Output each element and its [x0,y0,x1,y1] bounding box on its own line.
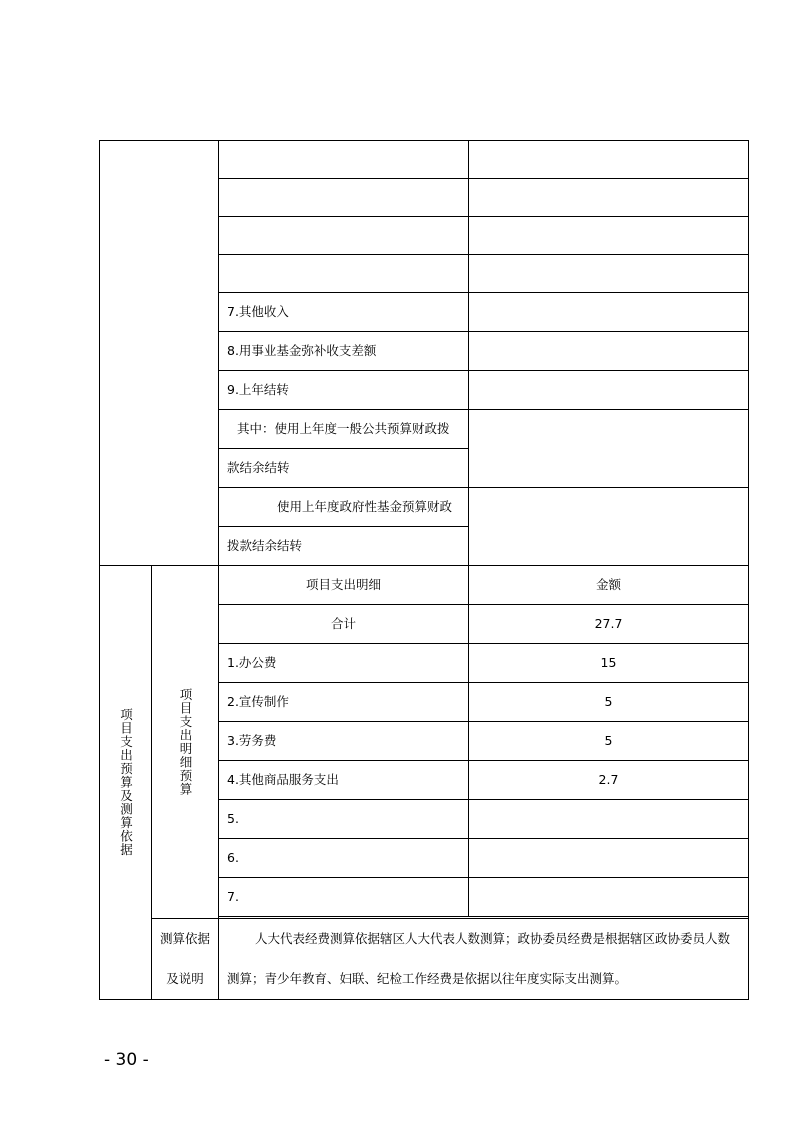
expense-item-value [469,878,749,917]
income-item-label: 9.上年结转 [219,371,469,410]
income-item-label: 7.其他收入 [219,293,469,332]
expense-item-label: 7. [219,878,469,917]
expense-item-value: 5 [469,722,749,761]
table-row [100,141,749,179]
expense-total-value: 27.7 [469,605,749,644]
expense-inner-label: 项目支出明细预算 [178,688,193,796]
expense-item-label: 5. [219,800,469,839]
expense-item-label: 2.宣传制作 [219,683,469,722]
expense-outer-label-cell [100,566,152,1000]
income-sub1-line2: 款结余结转 [219,449,469,488]
basis-label-cell [152,919,219,1000]
basis-text: 人大代表经费测算依据辖区人大代表人数测算；政协委员经费是根据辖区政协委员人数测算；青少年教育、妇联、纪检工作经费是依据以往年度实际支出测算。 [219,919,749,1000]
expense-header-detail: 项目支出明细 [219,566,469,605]
income-item-label [219,255,469,293]
budget-table [99,140,749,1000]
income-sub2-line1: 使用上年度政府性基金预算财政 [219,488,469,527]
expense-item-label: 3.劳务费 [219,722,469,761]
expense-inner-label-cell [152,566,219,919]
expense-item-label: 1.办公费 [219,644,469,683]
income-item-value [469,217,749,255]
income-item-value [469,371,749,410]
income-sub2-value [469,488,749,566]
income-sub2-line2: 拨款结余结转 [219,527,469,566]
basis-label-line1: 测算依据 [159,931,210,946]
expense-item-value: 15 [469,644,749,683]
income-item-label [219,179,469,217]
basis-label-line2: 及说明 [166,971,204,986]
income-item-value [469,332,749,371]
expense-total-label: 合计 [219,605,469,644]
table-row [100,566,749,605]
expense-item-value [469,800,749,839]
table-row [100,919,749,1000]
expense-item-value [469,839,749,878]
income-item-label: 8.用事业基金弥补收支差额 [219,332,469,371]
page-number: - 30 - [104,1050,149,1070]
merged-blank-cell [100,141,219,566]
income-item-label [219,217,469,255]
income-sub1-value [469,410,749,488]
expense-item-label: 6. [219,839,469,878]
expense-header-amount: 金额 [469,566,749,605]
expense-item-value: 5 [469,683,749,722]
income-item-value [469,141,749,179]
income-item-label [219,141,469,179]
income-item-value [469,293,749,332]
expense-outer-label: 项目支出预算及测算依据 [118,708,134,857]
expense-item-label: 4.其他商品服务支出 [219,761,469,800]
income-item-value [469,255,749,293]
expense-item-value: 2.7 [469,761,749,800]
income-item-value [469,179,749,217]
income-sub1-line1: 其中：使用上年度一般公共预算财政拨 [219,410,469,449]
